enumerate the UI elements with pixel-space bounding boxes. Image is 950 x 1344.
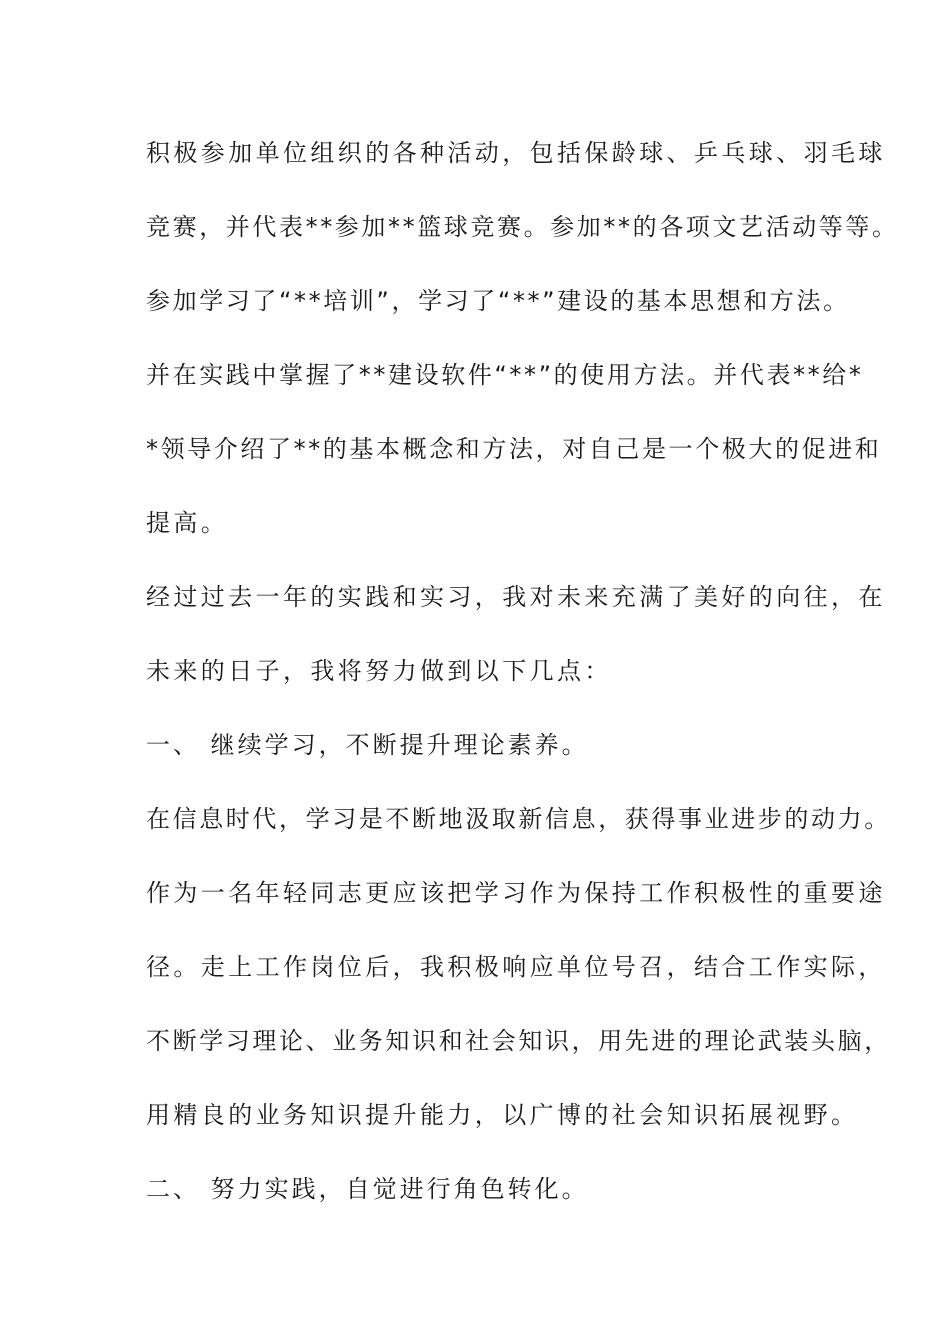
text-line-11: 作为一名年轻同志更应该把学习作为保持工作积极性的重要途 [146,879,886,907]
text-line-12: 径。走上工作岗位后，我积极响应单位号召，结合工作实际， [146,953,886,981]
text-line-6: 提高。 [146,509,229,537]
text-line-14: 用精良的业务知识提升能力，以广博的社会知识拓展视野。 [146,1101,859,1129]
text-line-1: 积极参加单位组织的各种活动，包括保龄球、乒乓球、羽毛球 [146,139,886,167]
text-line-13: 不断学习理论、业务知识和社会知识，用先进的理论武装头脑， [146,1027,891,1055]
text-line-3: 参加学习了“**培训”，学习了“**”建设的基本思想和方法。 [146,287,850,315]
section-heading-2: 二、 努力实践，自觉进行角色转化。 [146,1175,589,1203]
text-line-10: 在信息时代，学习是不断地汲取新信息，获得事业进步的动力。 [146,805,891,833]
text-line-7: 经过过去一年的实践和实习，我对未来充满了美好的向往，在 [146,583,886,611]
text-line-8: 未来的日子，我将努力做到以下几点： [146,657,612,685]
text-line-5: *领导介绍了**的基本概念和方法，对自己是一个极大的促进和 [146,435,882,463]
text-line-2: 竞赛，并代表**参加**篮球竞赛。参加**的各项文艺活动等等。 [146,213,899,241]
text-line-4: 并在实践中掌握了**建设软件“**”的使用方法。并代表**给* [146,361,864,389]
section-heading-1: 一、 继续学习，不断提升理论素养。 [146,731,589,759]
